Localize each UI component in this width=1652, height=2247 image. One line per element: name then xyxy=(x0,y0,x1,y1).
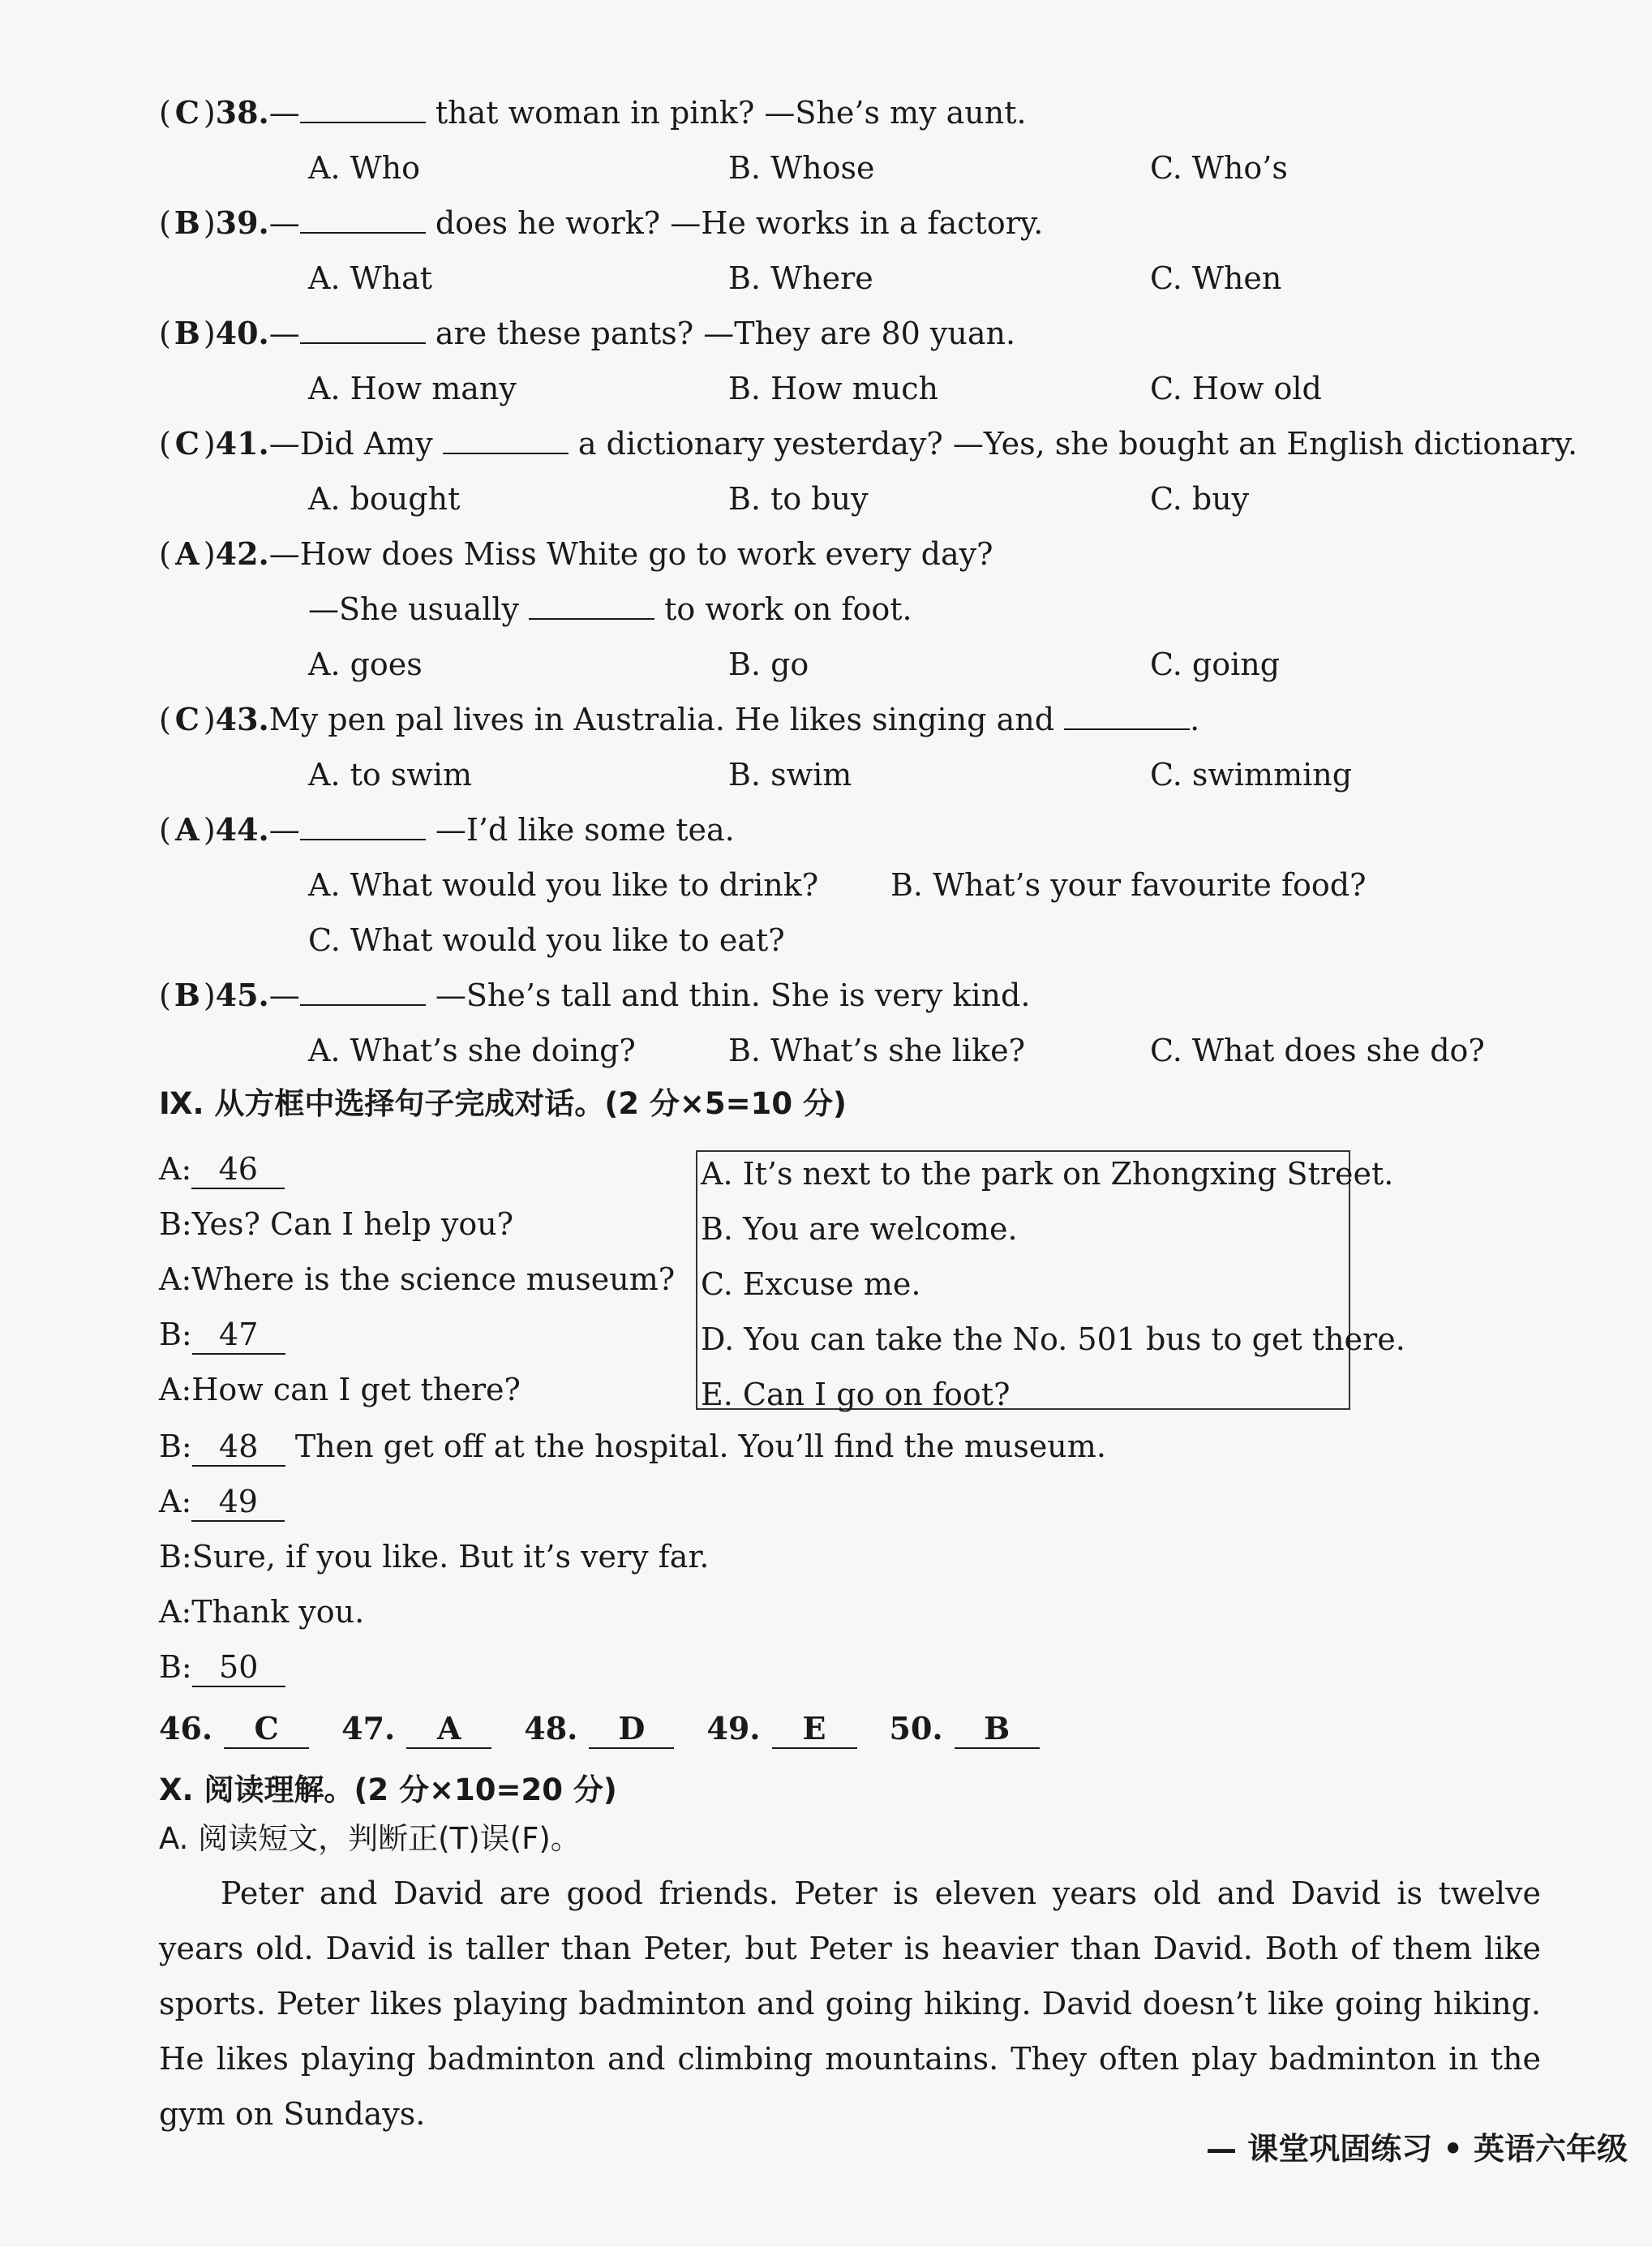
question-number: 41. xyxy=(215,425,269,462)
dialogue-line xyxy=(159,1371,521,1408)
option-c: C. When xyxy=(1150,260,1282,296)
stem-text: — xyxy=(268,95,300,131)
question-stem xyxy=(159,811,735,849)
answer-letter: A xyxy=(175,811,200,848)
question-stem xyxy=(159,535,993,573)
dialogue-text: Where is the science museum? xyxy=(191,1261,676,1297)
speaker: A: xyxy=(159,1261,192,1297)
answer-fill: B xyxy=(955,1710,1040,1749)
paren-open: ( xyxy=(159,702,171,737)
option-b: B. swim xyxy=(728,757,852,793)
speaker: A: xyxy=(159,1594,192,1630)
option-c: C. Who’s xyxy=(1150,150,1288,186)
dialogue-line xyxy=(159,1593,364,1630)
speaker: B: xyxy=(159,1206,192,1242)
dialogue-line xyxy=(159,1261,675,1298)
stem-text: —I’d like some tea. xyxy=(425,812,735,848)
paren-open: ( xyxy=(159,536,171,572)
option-a: A. bought xyxy=(308,481,461,517)
box-option: E. Can I go on foot? xyxy=(701,1377,1011,1412)
box-option: A. It’s next to the park on Zhongxing Street. xyxy=(701,1156,1394,1192)
answer-number: 50. xyxy=(889,1710,943,1746)
question-stem xyxy=(159,204,1043,242)
option-c: C. buy xyxy=(1150,481,1250,517)
answer-blank xyxy=(300,204,426,234)
dialogue-line xyxy=(159,1538,710,1575)
answer-item xyxy=(159,1710,309,1749)
answer-blank xyxy=(1064,701,1190,730)
answer-number: 47. xyxy=(341,1710,396,1746)
stem-text: . xyxy=(1190,702,1200,737)
answer-fill: C xyxy=(224,1710,309,1749)
answer-letter: B xyxy=(174,977,200,1013)
paren-open: ( xyxy=(159,977,171,1013)
question-number: 45. xyxy=(215,977,269,1013)
speaker: A: xyxy=(159,1484,192,1519)
answer-item xyxy=(341,1710,491,1749)
answer-fill: A xyxy=(406,1710,491,1749)
page-footer: — 课堂巩固练习 • 英语六年级 xyxy=(1206,2131,1628,2167)
option-b: B. Whose xyxy=(728,150,875,186)
section-10-title: Ⅹ. 阅读理解。(2 分×10=20 分) xyxy=(159,1772,617,1807)
box-option: D. You can take the No. 501 bus to get there. xyxy=(701,1321,1405,1357)
option-b: B. go xyxy=(728,647,809,682)
stem-text: are these pants? —They are 80 yuan. xyxy=(425,316,1016,351)
option-a: A. What would you like to drink? xyxy=(308,867,819,903)
question-stem xyxy=(159,977,1030,1014)
dialogue-text: How can I get there? xyxy=(191,1372,521,1407)
question-stem xyxy=(159,425,1577,462)
numbered-blank: 48 xyxy=(192,1428,285,1467)
question-number: 44. xyxy=(215,811,269,848)
question-number: 39. xyxy=(215,204,269,241)
stem-text: a dictionary yesterday? —Yes, she bought an English dictionary. xyxy=(568,426,1578,462)
stem-text: to work on foot. xyxy=(654,591,912,627)
stem-text: — xyxy=(268,977,300,1013)
dialogue-line xyxy=(159,1316,285,1355)
stem-text: — xyxy=(268,316,300,351)
speaker: A: xyxy=(159,1372,192,1407)
speaker: B: xyxy=(159,1649,192,1685)
paren-close: ) xyxy=(203,426,216,462)
option-c: C. What would you like to eat? xyxy=(308,922,785,958)
dialogue-line xyxy=(159,1205,513,1243)
answer-fill: E xyxy=(772,1710,857,1749)
answer-number: 46. xyxy=(159,1710,213,1746)
answer-letter: C xyxy=(174,94,200,131)
question-stem xyxy=(159,315,1015,352)
option-b: B. How much xyxy=(728,371,938,406)
reading-passage: Peter and David are good friends. Peter is eleven years old and David is twelve years old. David is taller than Peter, but Peter is heavier than David. Both of them like sports. Peter likes playing badminton and going hiking. David doesn’t like going hiking. He likes playing badminton and climbing mountains. They often play badminton in the gym on Sundays. xyxy=(159,1875,1541,2132)
speaker: B: xyxy=(159,1317,192,1352)
dialogue-line xyxy=(159,1483,285,1522)
paren-close: ) xyxy=(203,95,216,131)
answer-blank xyxy=(300,94,426,123)
dialogue-line xyxy=(159,1428,1106,1467)
option-a: A. to swim xyxy=(308,757,473,793)
option-a: A. How many xyxy=(308,371,517,406)
answer-item xyxy=(706,1710,856,1749)
dialogue-line xyxy=(159,1150,285,1189)
answer-letter: C xyxy=(174,701,200,737)
section-9-title: Ⅸ. 从方框中选择句子完成对话。(2 分×5=10 分) xyxy=(159,1086,847,1121)
answer-blank xyxy=(300,315,426,344)
answer-item xyxy=(890,1710,1040,1749)
option-b: B. What’s your favourite food? xyxy=(890,867,1367,903)
answer-letter: C xyxy=(174,425,200,462)
numbered-blank: 47 xyxy=(192,1316,285,1355)
answer-blank xyxy=(300,977,426,1006)
section-9-answers xyxy=(159,1710,1072,1749)
answer-fill: D xyxy=(589,1710,674,1749)
stem-text: does he work? —He works in a factory. xyxy=(425,205,1044,241)
numbered-blank: 50 xyxy=(192,1648,285,1687)
box-option: B. You are welcome. xyxy=(701,1211,1018,1247)
paren-open: ( xyxy=(159,316,171,351)
stem-text: —She usually xyxy=(308,591,530,627)
stem-text: — xyxy=(268,812,300,848)
speaker: B: xyxy=(159,1539,192,1575)
option-a: A. What xyxy=(308,260,433,296)
option-a: A. goes xyxy=(308,647,423,682)
option-c: C. How old xyxy=(1150,371,1322,406)
dialogue-text: Sure, if you like. But it’s very far. xyxy=(191,1539,710,1575)
stem-text: that woman in pink? —She’s my aunt. xyxy=(425,95,1027,131)
answer-letter: B xyxy=(174,315,200,351)
speaker: B: xyxy=(159,1429,192,1464)
answer-blank xyxy=(443,425,569,454)
paren-close: ) xyxy=(203,977,216,1013)
option-a: A. What’s she doing? xyxy=(308,1033,636,1068)
answer-blank xyxy=(529,591,654,620)
stem-text: My pen pal lives in Australia. He likes singing and xyxy=(268,702,1065,737)
speaker: A: xyxy=(159,1151,192,1187)
dialogue-text: Then get off at the hospital. You’ll find the museum. xyxy=(285,1429,1106,1464)
option-c: C. What does she do? xyxy=(1150,1033,1485,1068)
option-b: B. Where xyxy=(728,260,873,296)
stem-text: — xyxy=(268,205,300,241)
option-b: B. to buy xyxy=(728,481,869,517)
option-b: B. What’s she like? xyxy=(728,1033,1025,1068)
paren-close: ) xyxy=(203,812,216,848)
question-stem-line2 xyxy=(308,591,912,628)
option-a: A. Who xyxy=(308,150,421,186)
numbered-blank: 46 xyxy=(191,1150,285,1189)
option-c: C. going xyxy=(1150,647,1281,682)
stem-text: —She’s tall and thin. She is very kind. xyxy=(425,977,1031,1013)
paren-close: ) xyxy=(203,316,216,351)
dialogue-text: Yes? Can I help you? xyxy=(191,1206,514,1242)
question-stem xyxy=(159,701,1199,738)
answer-number: 49. xyxy=(706,1710,761,1746)
box-option: C. Excuse me. xyxy=(701,1266,921,1302)
numbered-blank: 49 xyxy=(191,1483,285,1522)
option-c: C. swimming xyxy=(1150,757,1353,793)
answer-item xyxy=(524,1710,674,1749)
question-number: 43. xyxy=(215,701,269,737)
answer-letter: A xyxy=(175,535,200,572)
question-number: 42. xyxy=(215,535,269,572)
paren-open: ( xyxy=(159,812,171,848)
answer-number: 48. xyxy=(524,1710,578,1746)
answer-blank xyxy=(300,811,426,840)
paren-close: ) xyxy=(203,702,216,737)
answer-letter: B xyxy=(174,204,200,241)
question-stem xyxy=(159,94,1027,131)
question-number: 40. xyxy=(215,315,269,351)
stem-text: —Did Amy xyxy=(268,426,443,462)
paren-close: ) xyxy=(203,205,216,241)
section-10-subtitle: A. 阅读短文，判断正(T)误(F)。 xyxy=(159,1821,581,1856)
paren-open: ( xyxy=(159,95,171,131)
stem-text: —How does Miss White go to work every day? xyxy=(268,536,993,572)
paren-open: ( xyxy=(159,205,171,241)
paren-open: ( xyxy=(159,426,171,462)
paren-close: ) xyxy=(203,536,216,572)
question-number: 38. xyxy=(215,94,269,131)
dialogue-line xyxy=(159,1648,285,1687)
dialogue-text: Thank you. xyxy=(191,1594,365,1630)
